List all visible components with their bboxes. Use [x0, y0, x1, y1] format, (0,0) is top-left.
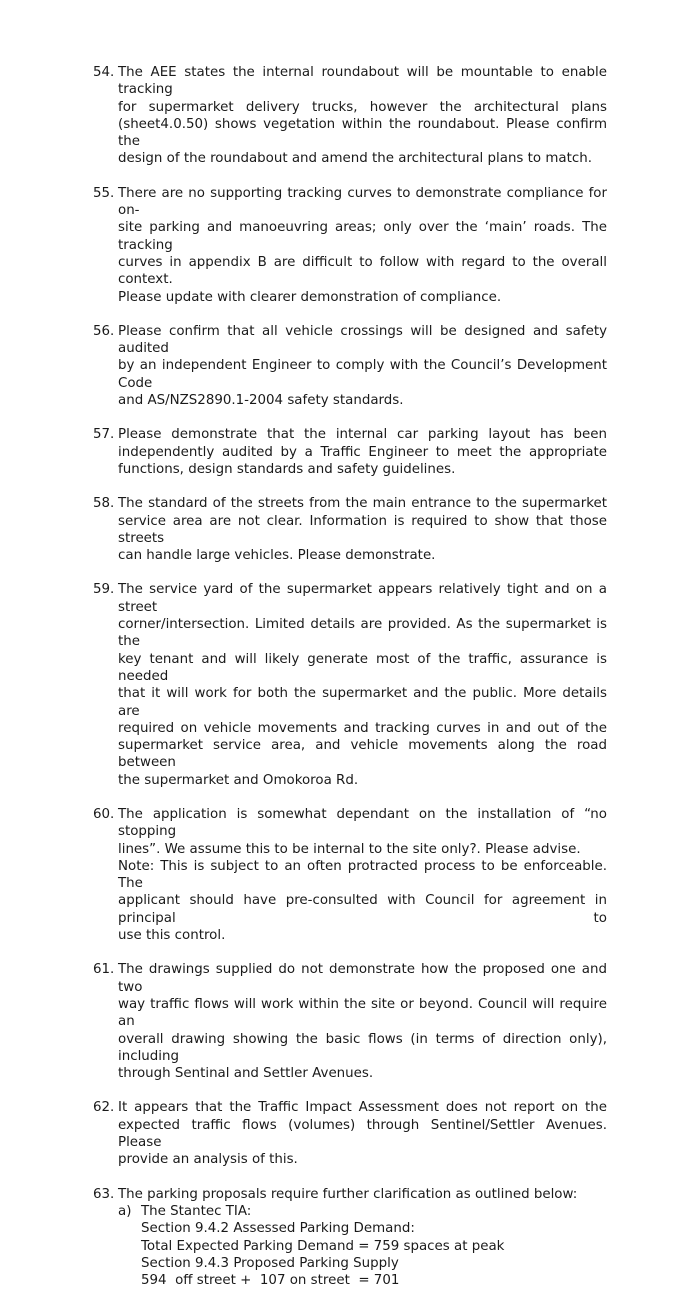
item-text	[118, 961, 607, 1082]
item-number: 61.	[93, 962, 115, 978]
list-item-54	[93, 64, 607, 168]
text-line: The AEE states the internal roundabout will be mountable to enable tracking	[118, 65, 607, 98]
item-number: 62.	[93, 1100, 115, 1116]
text-line: that it will work for both the supermarket and the public. More details are	[118, 686, 607, 719]
item-number: 63.	[93, 1186, 115, 1202]
text-line: site parking and manoeuvring areas; only over the ‘main’ roads. The tracking	[118, 220, 607, 253]
list-item-60	[93, 806, 607, 944]
text-line: required on vehicle movements and tracking curves in and out of the	[118, 720, 607, 736]
item-text	[118, 185, 607, 306]
list-item-62	[93, 1099, 607, 1168]
item-number: 54.	[93, 65, 115, 80]
list-item-55	[93, 185, 607, 306]
text-line: overall drawing showing the basic flows (in terms of direction only), including	[118, 1031, 607, 1064]
text-line: Please update with clearer demonstration of compliance.	[118, 289, 502, 305]
sub-item-a	[118, 1203, 607, 1289]
text-line: use this control.	[118, 928, 226, 944]
text-line: 594 off street + 107 on street = 701	[141, 1273, 400, 1289]
text-line: The application is somewhat dependant on the installation of “no stopping	[118, 806, 607, 840]
item-text	[118, 1099, 607, 1168]
item-text	[118, 495, 607, 564]
text-line: through Sentinal and Settler Avenues.	[118, 1066, 374, 1082]
text-line: The drawings supplied do not demonstrate how the proposed one and two	[118, 962, 607, 995]
item-number: 59.	[93, 582, 115, 598]
item-number: 60.	[93, 806, 115, 822]
text-line: the supermarket and Omokoroa Rd.	[118, 772, 359, 788]
item-number: 55.	[93, 185, 115, 201]
text-line: Please demonstrate that the internal car parking layout has been	[118, 427, 607, 443]
text-line: functions, design standards and safety guidelines.	[118, 461, 456, 477]
item-number: 57.	[93, 427, 115, 443]
list-item-59	[93, 581, 607, 789]
text-line: lines”. We assume this to be internal to the site only?. Please advise.	[118, 841, 581, 857]
text-line: The Stantec TIA:	[141, 1203, 252, 1219]
text-line: key tenant and will likely generate most of the traffic, assurance is needed	[118, 651, 607, 684]
text-line: service area are not clear. Information is required to show that those streets	[118, 513, 607, 546]
text-line: Section 9.4.2 Assessed Parking Demand:	[141, 1221, 415, 1237]
item-text	[118, 323, 607, 409]
text-line: curves in appendix B are difficult to follow with regard to the overall context.	[118, 254, 607, 288]
item-text	[118, 806, 607, 944]
list-item-57	[93, 426, 607, 478]
item-text	[118, 1186, 607, 1290]
item-number: 58.	[93, 496, 115, 512]
sub-item-text	[141, 1203, 607, 1289]
text-line: provide an analysis of this.	[118, 1152, 298, 1168]
text-line: and AS/NZS2890.1-2004 safety standards.	[118, 393, 404, 409]
text-line: Total Expected Parking Demand = 759 spaces at peak	[141, 1238, 505, 1254]
list-item-56	[93, 323, 607, 409]
text-line: Please confirm that all vehicle crossings will be designed and safety audited	[118, 323, 607, 357]
text-line: supermarket service area, and vehicle movements along the road between	[118, 738, 607, 771]
text-line: way traffic flows will work within the site or beyond. Council will require an	[118, 996, 607, 1030]
text-line: There are no supporting tracking curves to demonstrate compliance for on-	[118, 185, 607, 219]
text-line: can handle large vehicles. Please demonstrate.	[118, 548, 436, 564]
item-text	[118, 581, 607, 789]
item-text	[118, 426, 607, 478]
text-line: design of the roundabout and amend the architectural plans to match.	[118, 151, 592, 167]
text-line: The standard of the streets from the main entrance to the supermarket	[118, 496, 607, 512]
text-line: for supermarket delivery trucks, however the architectural plans	[118, 99, 607, 115]
text-line: applicant should have pre-consulted with Council for agreement in principal to	[118, 893, 607, 926]
text-line: It appears that the Traffic Impact Assessment does not report on the	[118, 1100, 607, 1116]
text-line: Section 9.4.3 Proposed Parking Supply	[141, 1255, 399, 1271]
text-line: independently audited by a Traffic Engineer to meet the appropriate	[118, 444, 607, 460]
item-number: 56.	[93, 323, 115, 339]
text-line: (sheet4.0.50) shows vegetation within the roundabout. Please confirm the	[118, 116, 607, 150]
list-item-58	[93, 495, 607, 564]
text-line: expected traffic flows (volumes) through Sentinel/Settler Avenues. Please	[118, 1117, 607, 1151]
list-item-63	[93, 1186, 607, 1290]
item-text	[118, 64, 607, 168]
document-page	[93, 64, 607, 1306]
text-line: The parking proposals require further clarification as outlined below:	[118, 1186, 578, 1202]
sub-item-letter: a)	[118, 1203, 132, 1219]
list-item-61	[93, 961, 607, 1082]
text-line: The service yard of the supermarket appears relatively tight and on a street	[118, 582, 607, 615]
text-line: Note: This is subject to an often protracted process to be enforceable. The	[118, 858, 607, 892]
text-line: by an independent Engineer to comply with the Council’s Development Code	[118, 358, 607, 391]
text-line: corner/intersection. Limited details are provided. As the supermarket is the	[118, 617, 607, 650]
